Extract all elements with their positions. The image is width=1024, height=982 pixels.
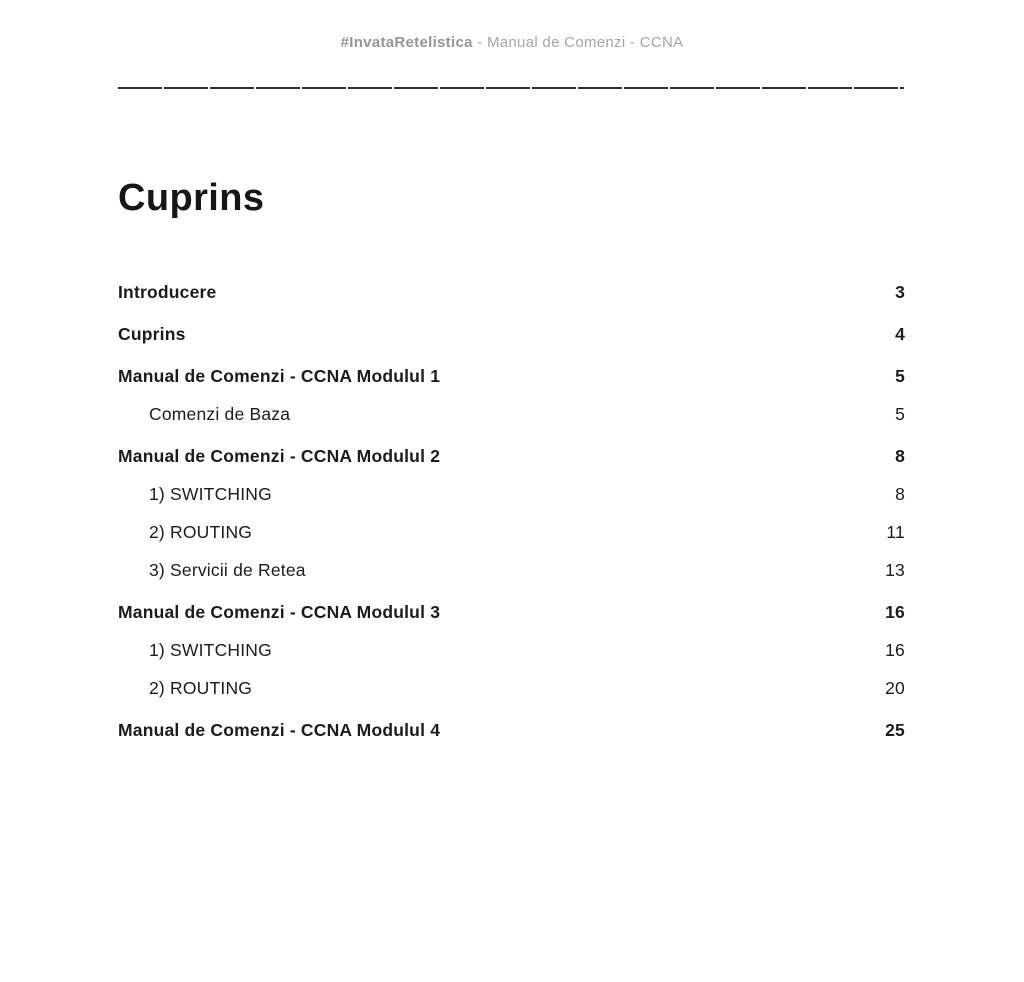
toc-entry[interactable] xyxy=(118,357,905,395)
toc-entry-label: Manual de Comenzi - CCNA Modulul 3 xyxy=(118,601,441,622)
toc-entry-page: 5 xyxy=(895,365,905,386)
toc-entry-page: 4 xyxy=(895,323,905,344)
toc-entry[interactable] xyxy=(118,593,905,631)
toc-entry[interactable] xyxy=(118,395,905,433)
toc-entry[interactable] xyxy=(118,475,905,513)
toc-entry-label: Introducere xyxy=(118,281,217,302)
toc-entry[interactable] xyxy=(118,551,905,589)
toc-entry-page: 3 xyxy=(895,281,905,302)
toc-entry-page: 16 xyxy=(885,639,905,660)
toc-entry-label: 1) SWITCHING xyxy=(149,483,272,504)
toc-entry[interactable] xyxy=(118,631,905,669)
page-title: Cuprins xyxy=(118,177,265,219)
header-subtitle: - Manual de Comenzi - CCNA xyxy=(477,34,684,51)
header-divider xyxy=(118,87,904,89)
toc-entry-page: 20 xyxy=(885,677,905,698)
toc-entry[interactable] xyxy=(118,513,905,551)
toc-list xyxy=(118,273,905,749)
toc-entry[interactable] xyxy=(118,273,905,311)
toc-entry-label: Manual de Comenzi - CCNA Modulul 1 xyxy=(118,365,441,386)
header-brand: #InvataRetelistica xyxy=(340,34,473,51)
toc-entry[interactable] xyxy=(118,711,905,749)
toc-entry[interactable] xyxy=(118,315,905,353)
toc-entry-label: Cuprins xyxy=(118,323,186,344)
toc-entry-page: 5 xyxy=(895,403,905,424)
toc-entry-label: 2) ROUTING xyxy=(149,677,253,698)
toc-entry-page: 8 xyxy=(895,445,905,466)
toc-entry-label: Manual de Comenzi - CCNA Modulul 4 xyxy=(118,719,441,740)
page-header xyxy=(0,34,1024,51)
toc-entry-page: 13 xyxy=(885,559,905,580)
toc-entry-label: Manual de Comenzi - CCNA Modulul 2 xyxy=(118,445,441,466)
toc-entry-page: 8 xyxy=(895,483,905,504)
toc-entry[interactable] xyxy=(118,437,905,475)
toc-entry-page: 16 xyxy=(885,601,905,622)
toc-entry[interactable] xyxy=(118,669,905,707)
toc-entry-label: 2) ROUTING xyxy=(149,521,253,542)
toc-entry-page: 25 xyxy=(885,719,905,740)
toc-entry-page: 11 xyxy=(886,521,905,542)
toc-entry-label: 3) Servicii de Retea xyxy=(149,559,306,580)
toc-entry-label: Comenzi de Baza xyxy=(149,403,291,424)
toc-entry-label: 1) SWITCHING xyxy=(149,639,272,660)
